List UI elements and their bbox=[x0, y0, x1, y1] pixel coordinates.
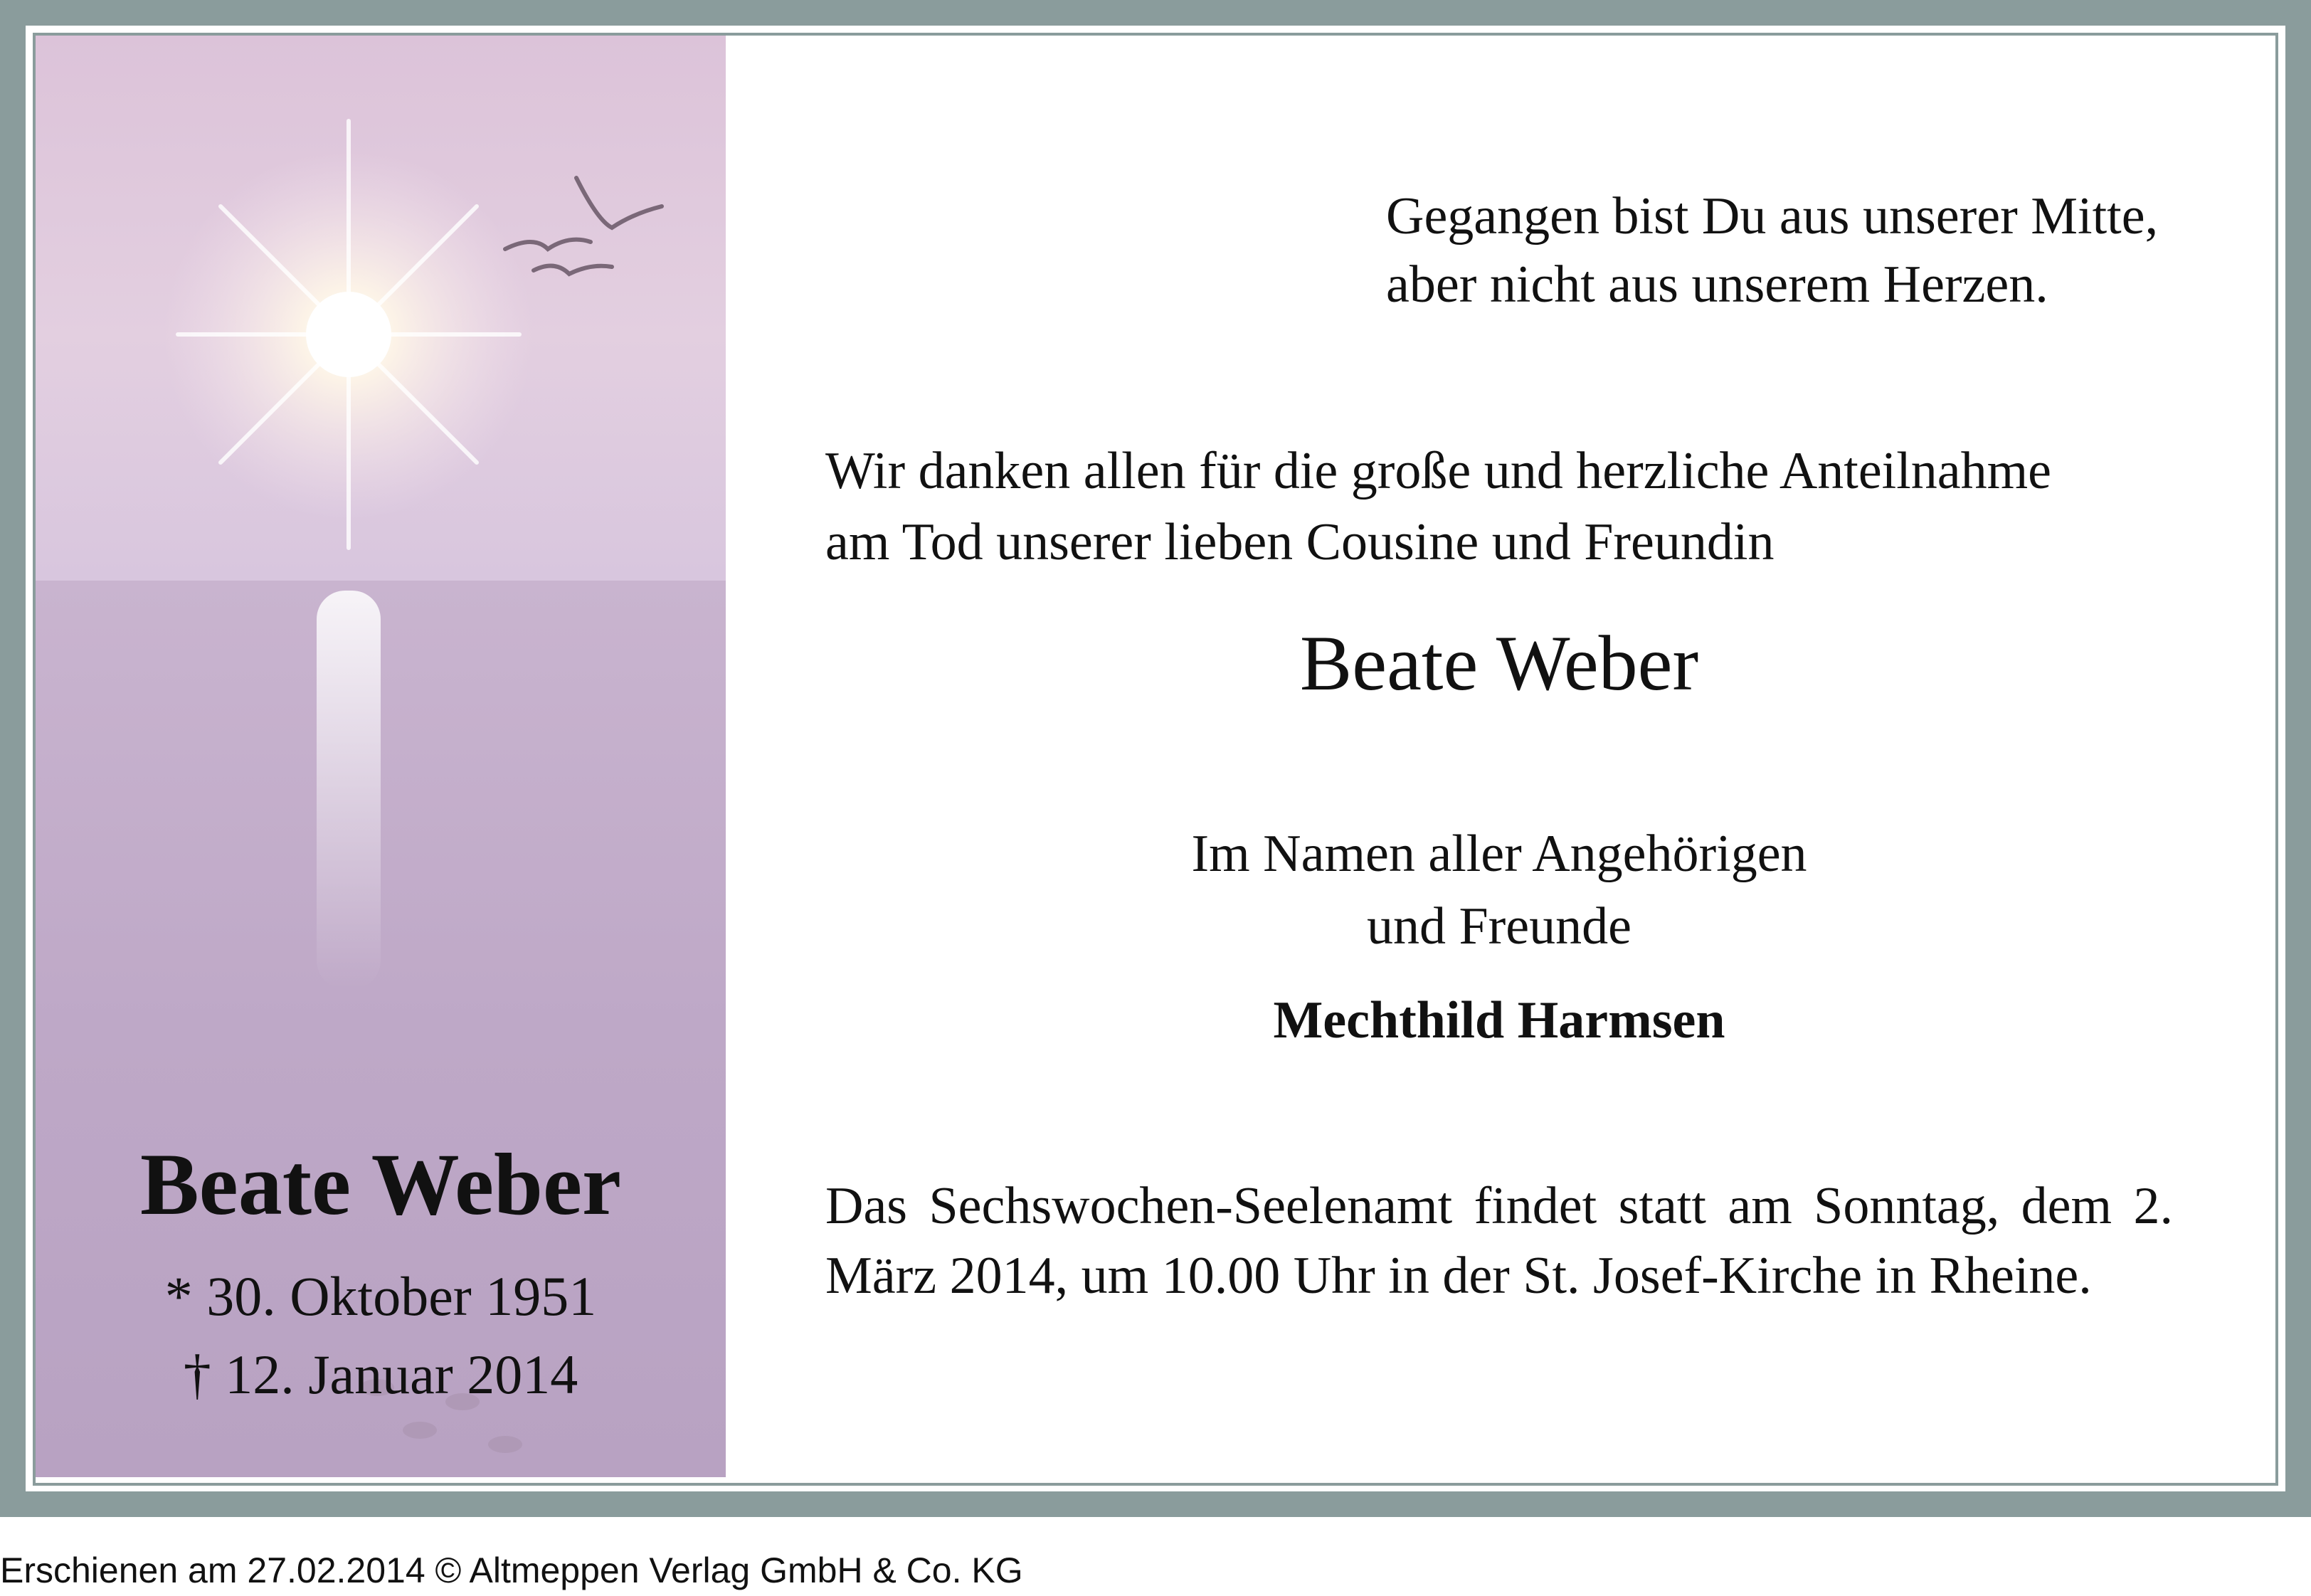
sunset-sea-image bbox=[36, 36, 726, 1477]
death-date: † 12. Januar 2014 bbox=[183, 1343, 578, 1405]
birth-date: * 30. Oktober 1951 bbox=[164, 1265, 597, 1327]
thanks-line-1: Wir danken allen für die große und herzliche Anteilnahme bbox=[825, 442, 2052, 500]
family-line-2: und Freunde bbox=[1367, 897, 1632, 956]
panel-deceased-name: Beate Weber bbox=[139, 1136, 622, 1233]
mass-notice: Das Sechswochen-Seelenamt findet statt am Sonntag, dem 2. März 2014, um 10.00 Uhr in der St. Josef-Kirche in Rheine. bbox=[825, 1177, 2173, 1305]
publication-credit: Erschienen am 27.02.2014 © Altmeppen Verlag GmbH & Co. KG bbox=[0, 1550, 1023, 1590]
family-line-1: Im Namen aller Angehörigen bbox=[1191, 825, 1807, 883]
motto-line-2: aber nicht aus unserem Herzen. bbox=[1386, 255, 2048, 314]
thanks-line-2: am Tod unserer lieben Cousine und Freundin bbox=[825, 513, 1775, 571]
deceased-name-heading: Beate Weber bbox=[1299, 620, 1699, 707]
signature-name: Mechthild Harmsen bbox=[1273, 991, 1725, 1050]
motto-line-1: Gegangen bist Du aus unserer Mitte, bbox=[1386, 187, 2159, 245]
